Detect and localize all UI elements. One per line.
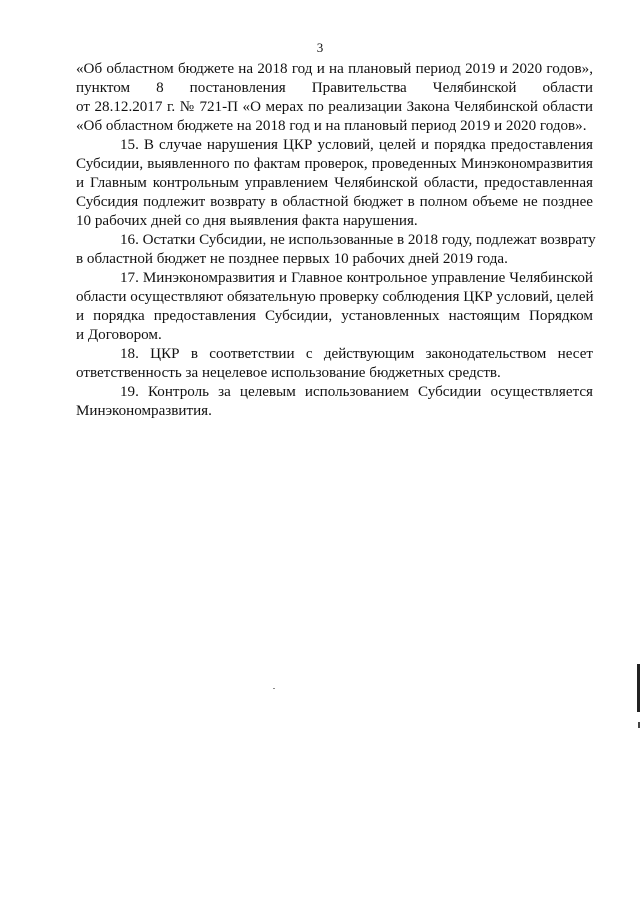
paragraph-16 <box>76 231 596 269</box>
document-body <box>76 60 596 421</box>
word: Челябинской <box>432 80 517 96</box>
text-line: области осуществляют обязательную проверку соблюдения ЦКР условий, целей <box>76 289 594 305</box>
text-line: 19. Контроль за целевым использованием Субсидии осуществляется <box>120 384 593 400</box>
text-line: Субсидия подлежит возврату в областной бюджет в полном объеме не позднее <box>76 194 593 210</box>
text-line: от 28.12.2017 г. № 721-П «О мерах по реализации Закона Челябинской области <box>76 99 593 115</box>
text-line: в областной бюджет не позднее первых 10 рабочих дней 2019 года. <box>76 251 508 267</box>
text-line: 15. В случае нарушения ЦКР условий, целей и порядка предоставления <box>120 137 593 153</box>
text-line: 10 рабочих дней со дня выявления факта нарушения. <box>76 213 418 229</box>
word: пунктом <box>76 80 131 96</box>
text-line: 18. ЦКР в соответствии с действующим законодательством несет <box>120 346 593 362</box>
word: области <box>542 80 593 96</box>
text-line: 17. Минэкономразвития и Главное контрольное управление Челябинской <box>120 270 593 286</box>
paragraph-19 <box>76 383 593 421</box>
paragraph-15 <box>76 136 593 231</box>
word: Правительства <box>311 80 407 96</box>
text-line-spread <box>76 79 593 98</box>
text-line: 16. Остатки Субсидии, не использованные в 2018 году, подлежат возврату <box>120 232 596 248</box>
text-line: Субсидии, выявленного по фактам проверок, проведенных Минэкономразвития <box>76 156 593 172</box>
text-line: Минэкономразвития. <box>76 403 212 419</box>
page-number: 3 <box>316 40 324 55</box>
intro-paragraph <box>76 60 593 136</box>
text-line: «Об областном бюджете на 2018 год и на плановый период 2019 и 2020 годов». <box>76 118 587 134</box>
text-line: «Об областном бюджете на 2018 год и на плановый период 2019 и 2020 годов», <box>76 61 593 77</box>
word: 8 <box>156 80 164 96</box>
text-line: и Договором. <box>76 327 162 343</box>
scan-speck <box>273 688 275 689</box>
paragraph-17 <box>76 269 593 345</box>
text-line: и порядка предоставления Субсидии, установленных настоящим Порядком <box>76 308 593 324</box>
text-line: ответственность за нецелевое использование бюджетных средств. <box>76 365 501 381</box>
word: постановления <box>189 80 286 96</box>
text-line: и Главным контрольным управлением Челябинской области, предоставленная <box>76 175 593 191</box>
paragraph-18 <box>76 345 593 383</box>
